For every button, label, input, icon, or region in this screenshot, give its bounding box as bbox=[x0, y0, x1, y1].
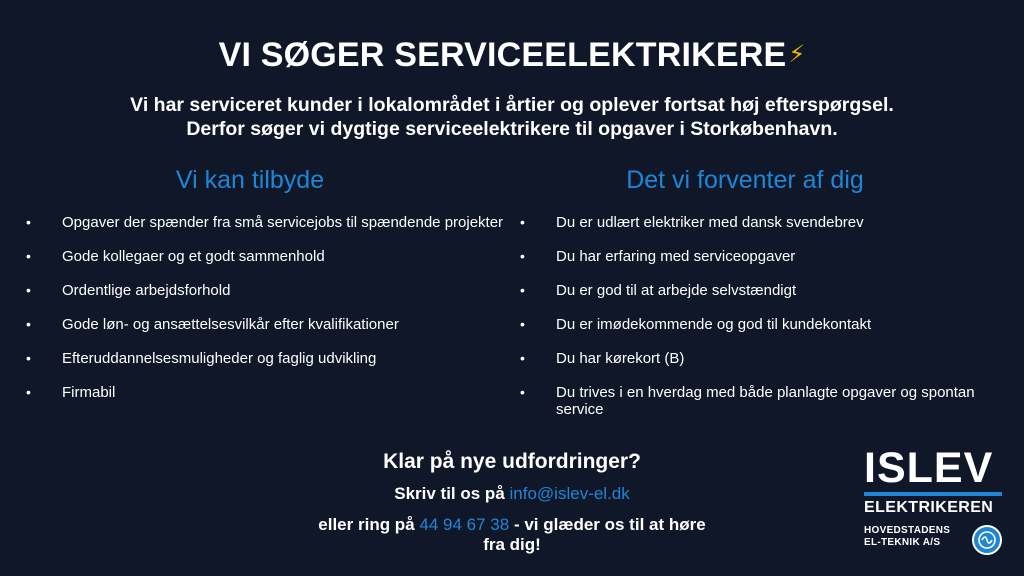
logo-small-line-2: EL-TEKNIK A/S bbox=[864, 537, 941, 548]
logo-bottom bbox=[864, 525, 1006, 557]
list-item: • Du er god til at arbejde selvstændigt bbox=[520, 282, 797, 299]
offer-list bbox=[26, 214, 506, 418]
call-prefix: eller ring på bbox=[318, 515, 415, 534]
cta-title: Klar på nye udfordringer? bbox=[383, 450, 641, 473]
bullet-icon: • bbox=[520, 384, 525, 400]
page-title bbox=[0, 36, 1024, 75]
call-suffix: - vi glæder os til at høre fra dig! bbox=[483, 515, 706, 554]
intro-text bbox=[40, 93, 984, 141]
membership-seal-icon bbox=[972, 525, 1002, 555]
list-item: • Du er udlært elektriker med dansk svendebrev bbox=[520, 214, 864, 231]
bullet-icon: • bbox=[520, 214, 525, 230]
cta-email-line bbox=[262, 484, 762, 504]
intro-line-2: Derfor søger vi dygtige serviceelektrikere til opgaver i Storkøbenhavn. bbox=[186, 118, 838, 140]
company-logo bbox=[864, 446, 1006, 560]
list-item: • Du har erfaring med serviceopgaver bbox=[520, 248, 796, 265]
bullet-icon: • bbox=[26, 248, 31, 264]
list-item: • Firmabil bbox=[26, 384, 116, 401]
bullet-icon: • bbox=[26, 214, 31, 230]
list-item: • Gode løn- og ansættelsesvilkår efter kvalifikationer bbox=[26, 316, 399, 333]
email-link[interactable]: info@islev-el.dk bbox=[509, 484, 630, 503]
list-item: • Efteruddannelsesmuligheder og faglig udvikling bbox=[26, 350, 377, 367]
bullet-icon: • bbox=[26, 384, 31, 400]
logo-name: ISLEV bbox=[864, 444, 994, 492]
logo-small-line-1: HOVEDSTADENS bbox=[864, 525, 951, 536]
bullet-icon: • bbox=[520, 282, 525, 298]
bullet-icon: • bbox=[520, 316, 525, 332]
bullet-icon: • bbox=[520, 248, 525, 264]
list-item: • Gode kollegaer og et godt sammenhold bbox=[26, 248, 325, 265]
phone-link[interactable]: 44 94 67 38 bbox=[419, 515, 510, 534]
write-prefix: Skriv til os på bbox=[394, 484, 505, 503]
list-item: • Du trives i en hverdag med både planlagte opgaver og spontan service bbox=[520, 384, 975, 418]
list-item: • Du er imødekommende og god til kundekontakt bbox=[520, 316, 872, 333]
list-item: • Ordentlige arbejdsforhold bbox=[26, 282, 231, 299]
list-item: • Du har kørekort (B) bbox=[520, 350, 685, 367]
bullet-icon: • bbox=[26, 350, 31, 366]
bullet-icon: • bbox=[26, 316, 31, 332]
bullet-icon: • bbox=[520, 350, 525, 366]
offer-heading: Vi kan tilbyde bbox=[175, 166, 325, 194]
title-text: VI SØGER SERVICEELEKTRIKERE bbox=[218, 36, 787, 74]
lightning-bolt-icon: ⚡ bbox=[788, 41, 806, 68]
logo-subtitle: ELEKTRIKEREN bbox=[864, 499, 994, 516]
bullet-icon: • bbox=[26, 282, 31, 298]
cta-phone-line bbox=[312, 515, 712, 555]
seal-wave-icon bbox=[974, 527, 1000, 553]
list-item: • Opgaver der spænder fra små servicejobs til spændende projekter bbox=[26, 214, 504, 231]
expect-list bbox=[520, 214, 990, 435]
intro-line-1: Vi har serviceret kunder i lokalområdet i årtier og oplever fortsat høj efterspørgsel. bbox=[130, 94, 894, 116]
logo-divider bbox=[864, 492, 1002, 496]
expect-heading: Det vi forventer af dig bbox=[626, 166, 864, 194]
